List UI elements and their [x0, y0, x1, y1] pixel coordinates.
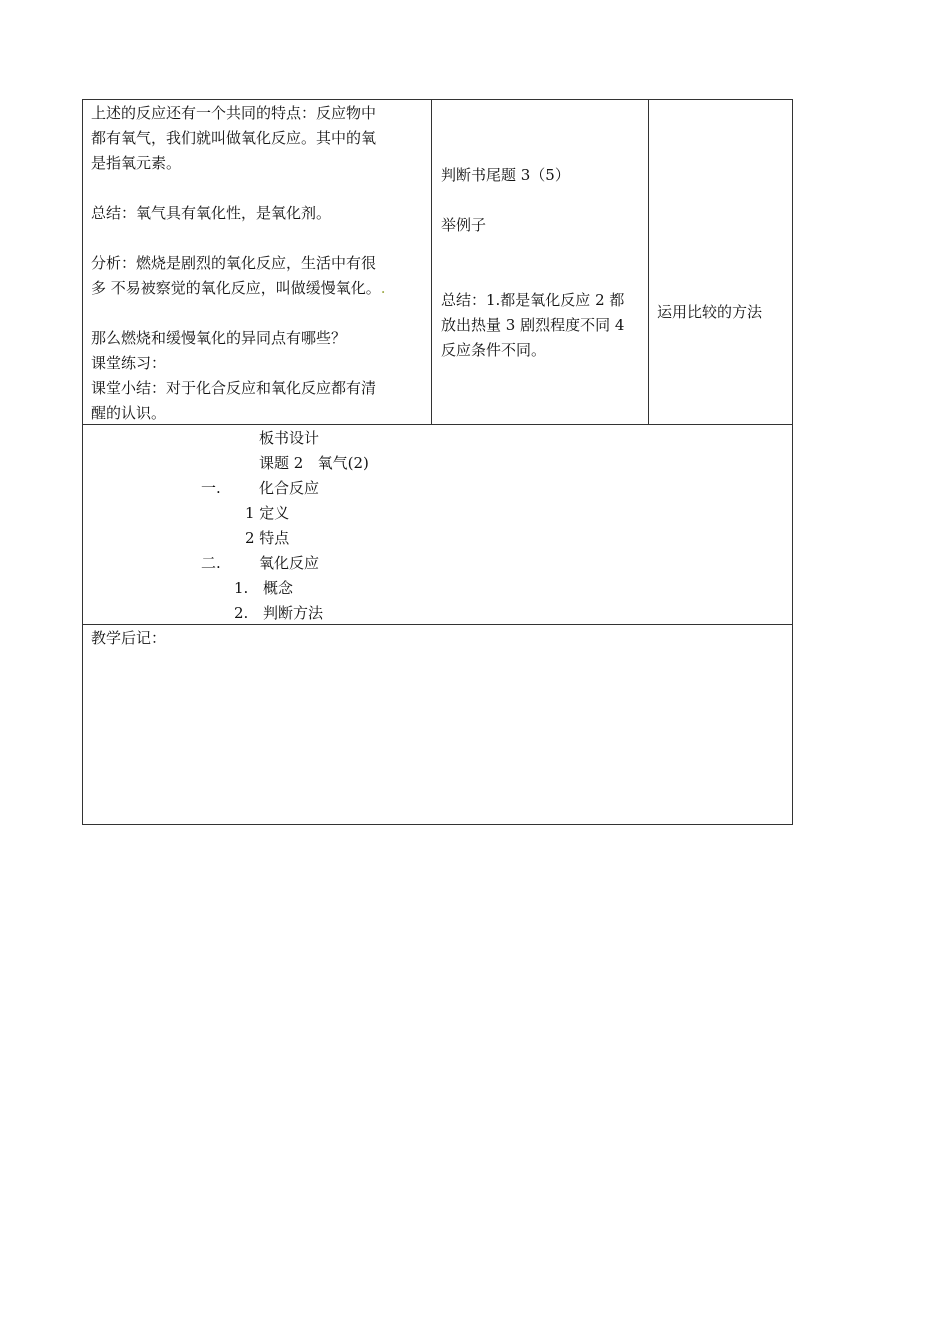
section-title: 氧化反应	[259, 554, 320, 572]
outline-item: 2 特点	[245, 529, 290, 547]
practice-label: 课堂练习：	[91, 354, 167, 372]
section-number: 一.	[201, 479, 221, 497]
board-heading: 板书设计	[259, 429, 320, 447]
postscript-label: 教学后记：	[91, 629, 167, 647]
example-text: 举例子	[441, 216, 487, 234]
method-text: 运用比较的方法	[657, 303, 763, 321]
summary-text: 总结：氧气具有氧化性，是氧化剂。	[91, 204, 332, 222]
content-line: 上述的反应还有一个共同的特点：反应物中	[91, 104, 377, 122]
section-title: 化合反应	[259, 479, 320, 497]
activity-summary-line: 总结：1.都是氧化反应 2 都	[441, 291, 625, 309]
row-divider-postscript	[82, 624, 793, 625]
annotation-mark: .	[380, 279, 386, 297]
question-text: 那么燃烧和缓慢氧化的异同点有哪些？	[91, 329, 347, 347]
column-divider-1	[431, 99, 432, 425]
analysis-line: 分析：燃烧是剧烈的氧化反应，生活中有很	[91, 254, 377, 272]
content-line: 是指氧元素。	[91, 154, 182, 172]
activity-summary-line: 放出热量 3 剧烈程度不同 4	[441, 316, 625, 334]
outline-item: 1 定义	[245, 504, 290, 522]
section-number: 二.	[201, 554, 221, 572]
outline-number: 2.	[234, 604, 249, 622]
outline-item: 概念	[263, 579, 294, 597]
row-divider-board	[82, 424, 793, 425]
activity-summary-line: 反应条件不同。	[441, 341, 547, 359]
column-divider-2	[648, 99, 649, 425]
wrapup-line: 醒的认识。	[91, 404, 167, 422]
wrapup-line: 课堂小结：对于化合反应和氧化反应都有清	[91, 379, 377, 397]
outline-item: 判断方法	[263, 604, 324, 622]
lesson-title: 课题 2 氧气(2)	[259, 454, 369, 472]
outline-number: 1.	[234, 579, 249, 597]
content-line: 都有氧气，我们就叫做氧化反应。其中的氧	[91, 129, 377, 147]
analysis-line: 多 不易被察觉的氧化反应，叫做缓慢氧化。.	[91, 279, 386, 297]
exercise-text: 判断书尾题 3（5）	[441, 166, 570, 184]
